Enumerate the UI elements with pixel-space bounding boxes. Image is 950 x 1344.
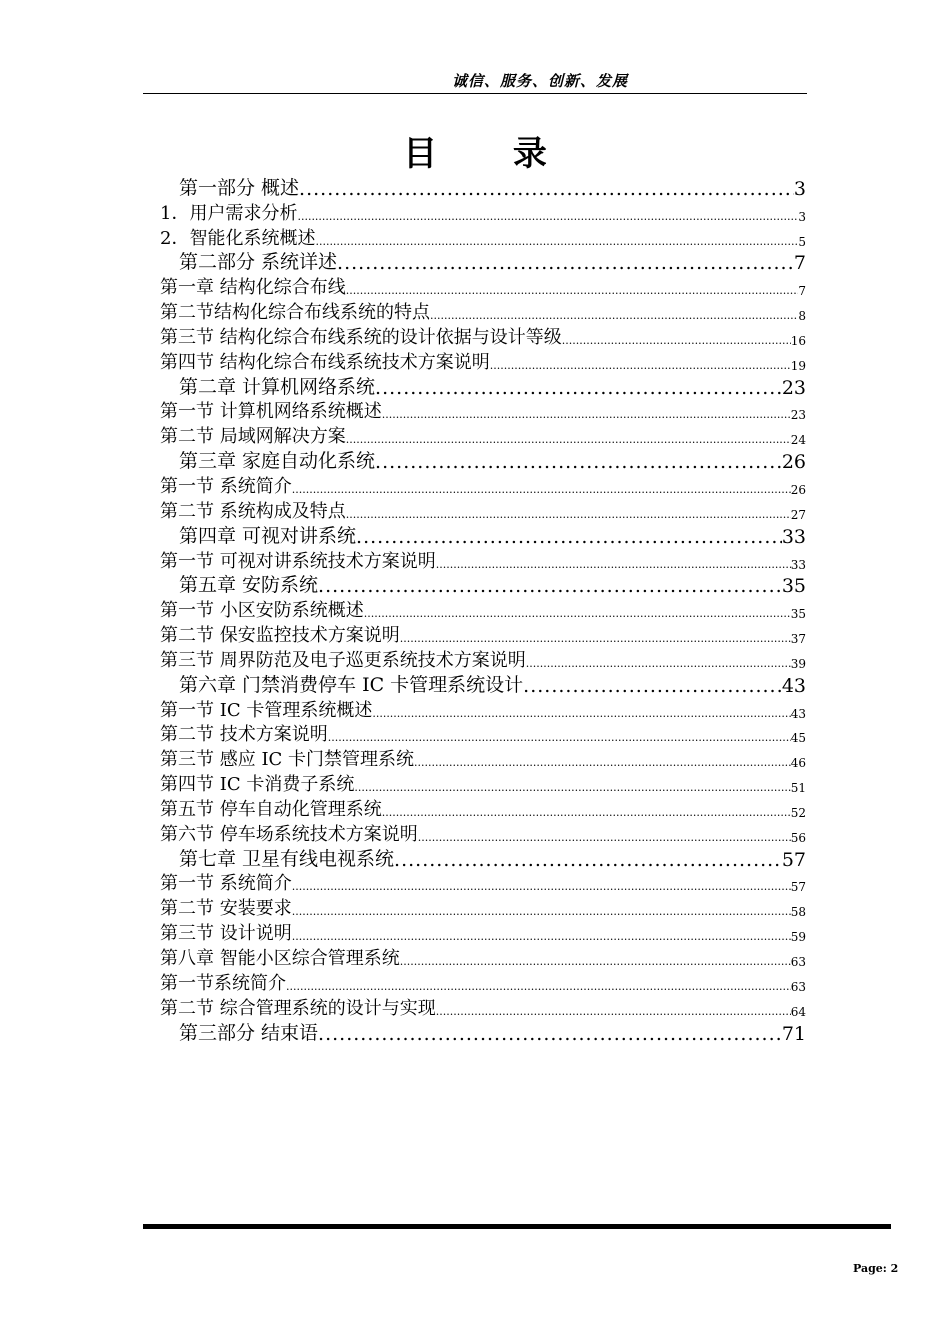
toc-entry[interactable] xyxy=(160,647,806,672)
toc-entry-label: 第二节 保安监控技术方案说明 xyxy=(160,625,400,647)
toc-entry-page: 63 xyxy=(790,955,806,969)
toc-leader-dots xyxy=(414,756,791,771)
toc-entry[interactable] xyxy=(160,597,806,622)
toc-entry-label: 第六节 停车场系统技术方案说明 xyxy=(160,823,418,845)
toc-leader-dots xyxy=(562,334,791,349)
toc-leader-dots xyxy=(418,831,791,846)
toc-leader-dots xyxy=(346,284,799,299)
toc-leader-dots xyxy=(372,707,790,722)
toc-entry-label: 第一节 小区安防系统概述 xyxy=(160,600,364,622)
toc-entry[interactable] xyxy=(160,399,806,424)
toc-leader-dots xyxy=(292,880,791,895)
toc-entry-label: 第三节 感应 IC 卡门禁管理系统 xyxy=(160,749,415,771)
toc-entry[interactable] xyxy=(160,970,806,995)
toc-entry-page: 24 xyxy=(790,433,806,448)
toc-entry[interactable] xyxy=(160,324,806,349)
toc-entry-label: 第三节 周界防范及电子巡更系统技术方案说明 xyxy=(160,649,526,671)
toc-entry-page: 35 xyxy=(790,607,806,622)
toc-leader-dots xyxy=(297,210,798,225)
toc-entry-label: 第六章 门禁消费停车 IC 卡管理系统设计 xyxy=(179,673,524,696)
toc-entry[interactable] xyxy=(160,722,806,747)
toc-entry-label: 第一节系统简介 xyxy=(160,972,286,994)
page-title: 目 录 xyxy=(403,134,579,174)
toc-entry-label: 第一章 结构化综合布线 xyxy=(160,277,346,299)
toc-entry-page: 3 xyxy=(798,209,806,224)
table-of-contents xyxy=(160,175,806,1045)
toc-entry-page: 57 xyxy=(781,848,806,871)
toc-entry[interactable] xyxy=(160,920,806,945)
toc-entry[interactable] xyxy=(160,871,806,896)
toc-entry-label: 第三章 家庭自动化系统 xyxy=(179,450,376,473)
toc-entry-label: 第二部分 系统详述 xyxy=(179,251,338,274)
toc-leader-dots xyxy=(346,508,791,523)
toc-entry[interactable] xyxy=(160,448,806,473)
toc-entry-label: 第一节 可视对讲系统技术方案说明 xyxy=(160,550,436,572)
toc-entry-label: 第三节 结构化综合布线系统的设计依据与设计等级 xyxy=(160,326,562,348)
toc-leader-dots xyxy=(318,1023,782,1045)
toc-entry-page: 39 xyxy=(790,656,806,671)
toc-entry-page: 7 xyxy=(798,284,806,299)
toc-entry-page: 52 xyxy=(790,805,806,820)
toc-leader-dots xyxy=(346,433,791,448)
toc-entry-label: 第一节 IC 卡管理系统概述 xyxy=(160,699,373,721)
toc-entry-label: 第一部分 概述 xyxy=(179,176,300,199)
toc-leader-dots xyxy=(318,575,782,597)
toc-entry-label: 第四章 可视对讲系统 xyxy=(179,524,357,547)
toc-entry[interactable] xyxy=(160,250,806,275)
toc-entry-page: 33 xyxy=(790,557,806,572)
toc-entry[interactable] xyxy=(160,796,806,821)
toc-leader-dots xyxy=(337,252,794,274)
toc-leader-dots xyxy=(292,930,791,945)
toc-entry[interactable] xyxy=(160,274,806,299)
toc-entry-page: 16 xyxy=(790,333,806,348)
toc-entry[interactable] xyxy=(160,299,806,324)
toc-entry-label: 第一节 系统简介 xyxy=(160,873,292,895)
toc-entry[interactable] xyxy=(160,1020,806,1045)
toc-entry[interactable] xyxy=(160,672,806,697)
toc-entry[interactable] xyxy=(160,473,806,498)
toc-entry-label: 第二节 局域网解决方案 xyxy=(160,426,346,448)
toc-entry-label: 第二节 综合管理系统的设计与实现 xyxy=(160,997,436,1019)
toc-entry-page: 71 xyxy=(781,1022,806,1045)
toc-entry-label: 第一节 系统简介 xyxy=(160,475,292,497)
toc-leader-dots xyxy=(356,526,782,548)
toc-entry[interactable] xyxy=(160,548,806,573)
toc-entry-page: 8 xyxy=(798,309,806,324)
toc-entry-page: 46 xyxy=(790,756,806,771)
toc-entry-page: 37 xyxy=(790,632,806,647)
toc-entry-page: 5 xyxy=(798,234,806,249)
toc-entry-page: 51 xyxy=(790,781,806,796)
toc-leader-dots xyxy=(286,980,791,995)
toc-entry[interactable] xyxy=(160,995,806,1020)
toc-entry-page: 58 xyxy=(790,905,806,920)
toc-entry[interactable] xyxy=(160,622,806,647)
toc-entry-page: 56 xyxy=(790,830,806,845)
toc-entry-page: 43 xyxy=(790,706,806,721)
toc-entry-page: 3 xyxy=(793,177,806,200)
toc-entry[interactable] xyxy=(160,175,806,200)
toc-entry-label: 第八章 智能小区综合管理系统 xyxy=(160,948,400,969)
toc-entry-page: 64 xyxy=(790,1004,806,1019)
toc-leader-dots xyxy=(430,309,798,324)
toc-leader-dots xyxy=(400,632,791,647)
toc-entry[interactable] xyxy=(160,200,806,225)
toc-leader-dots xyxy=(364,607,791,622)
toc-entry-page: 23 xyxy=(781,376,806,399)
toc-leader-dots xyxy=(292,905,791,920)
toc-entry[interactable] xyxy=(160,895,806,920)
toc-entry-label: 第二节 安装要求 xyxy=(160,898,292,920)
toc-entry[interactable] xyxy=(160,423,806,448)
toc-entry[interactable] xyxy=(160,846,806,871)
toc-entry[interactable] xyxy=(160,523,806,548)
toc-entry[interactable] xyxy=(160,374,806,399)
toc-leader-dots xyxy=(526,657,791,672)
toc-leader-dots xyxy=(375,451,782,473)
toc-entry-label: 1．用户需求分析 xyxy=(160,202,298,224)
toc-entry-label: 第二节结构化综合布线系统的特点 xyxy=(160,302,430,324)
toc-leader-dots xyxy=(382,806,791,821)
toc-leader-dots xyxy=(375,377,782,399)
toc-entry-page: 43 xyxy=(781,674,806,697)
toc-entry[interactable] xyxy=(160,498,806,523)
toc-entry-page: 63 xyxy=(790,979,806,994)
toc-leader-dots xyxy=(394,849,782,871)
toc-entry-page: 27 xyxy=(790,507,806,522)
page-number: Page: 2 xyxy=(853,1262,899,1275)
toc-entry[interactable] xyxy=(160,349,806,374)
toc-entry-page: 45 xyxy=(790,731,806,746)
toc-entry-page: 19 xyxy=(790,358,806,373)
toc-leader-dots xyxy=(315,235,798,250)
toc-entry-page: 35 xyxy=(781,575,806,598)
header-rule xyxy=(143,93,807,94)
toc-entry-label: 第一节 计算机网络系统概述 xyxy=(160,401,382,423)
toc-entry-page: 26 xyxy=(790,482,806,497)
toc-leader-dots xyxy=(354,781,790,796)
toc-entry[interactable] xyxy=(160,821,806,846)
toc-leader-dots xyxy=(490,359,791,374)
toc-entry-label: 第三部分 结束语 xyxy=(179,1021,319,1044)
toc-leader-dots xyxy=(292,483,791,498)
footer-rule xyxy=(143,1224,891,1229)
toc-leader-dots xyxy=(400,955,791,970)
toc-leader-dots xyxy=(436,558,791,573)
toc-entry[interactable] xyxy=(160,945,806,970)
toc-entry[interactable] xyxy=(160,771,806,796)
toc-entry-label: 第四节 结构化综合布线系统技术方案说明 xyxy=(160,351,490,373)
toc-entry-label: 第三节 设计说明 xyxy=(160,923,292,945)
toc-leader-dots xyxy=(523,675,782,697)
toc-entry-page: 23 xyxy=(790,408,806,423)
toc-entry-page: 59 xyxy=(790,930,806,945)
toc-entry-page: 33 xyxy=(781,525,806,548)
toc-entry[interactable] xyxy=(160,697,806,722)
toc-entry-label: 第二章 计算机网络系统 xyxy=(179,375,376,398)
toc-entry-label: 第七章 卫星有线电视系统 xyxy=(179,847,395,870)
toc-entry-label: 2．智能化系统概述 xyxy=(160,227,316,249)
toc-leader-dots xyxy=(299,178,794,200)
toc-leader-dots xyxy=(382,408,791,423)
toc-entry[interactable] xyxy=(160,225,806,250)
toc-entry[interactable] xyxy=(160,573,806,598)
toc-leader-dots xyxy=(436,1005,791,1020)
toc-entry[interactable] xyxy=(160,746,806,771)
toc-entry-label: 第二节 技术方案说明 xyxy=(160,724,328,746)
toc-entry-label: 第五章 安防系统 xyxy=(179,574,319,597)
toc-entry-page: 57 xyxy=(790,880,806,895)
header-motto: 诚信、服务、创新、发展 xyxy=(452,72,629,90)
toc-entry-page: 7 xyxy=(793,252,806,275)
toc-leader-dots xyxy=(328,731,791,746)
toc-entry-label: 第二节 系统构成及特点 xyxy=(160,500,346,522)
toc-entry-label: 第五节 停车自动化管理系统 xyxy=(160,798,382,820)
toc-entry-page: 26 xyxy=(781,451,806,474)
toc-entry-label: 第四节 IC 卡消费子系统 xyxy=(160,774,355,796)
